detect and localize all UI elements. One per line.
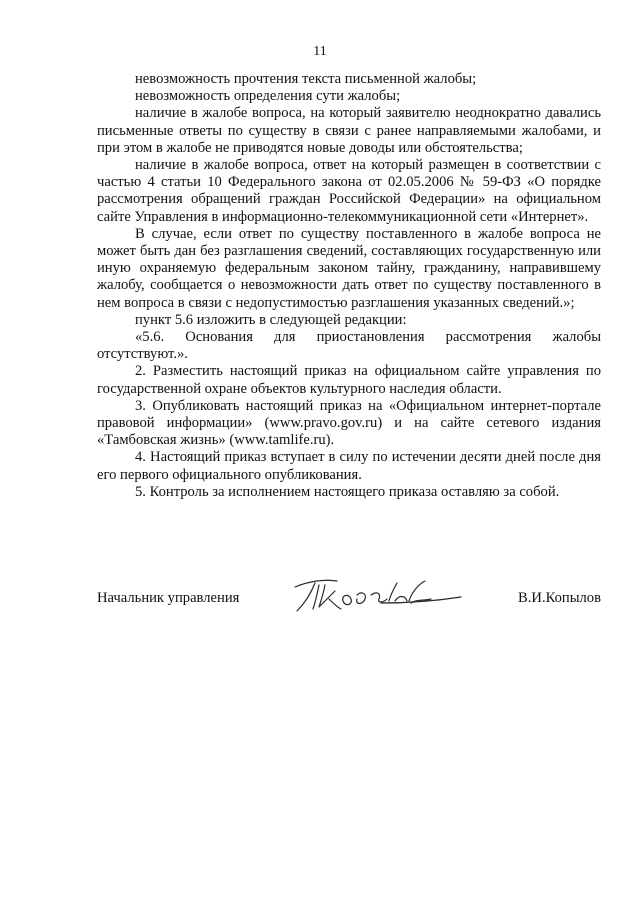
paragraph-4: наличие в жалобе вопроса, ответ на который размещен в соответствии с частью 4 статьи 10 Федерального закона от 02.05.2006 № 59-ФЗ «О порядке рассмотрения обращений граждан Российской Федерации» на официальном сайте Управления в информационно-телекоммуникационной сети «Интернет». xyxy=(97,157,601,225)
paragraph-3: наличие в жалобе вопроса, на который заявителю неоднократно давались письменные ответы по существу в связи с ранее направляемыми жалобами, и при этом в жалобе не приводятся новые доводы или обстоятельства; xyxy=(97,105,601,156)
paragraph-6: пункт 5.6 изложить в следующей редакции: xyxy=(135,311,407,328)
paragraph-10: 4. Настоящий приказ вступает в силу по истечении десяти дней после дня его первого официального опубликования. xyxy=(97,449,601,483)
paragraph-2: невозможность определения сути жалобы; xyxy=(135,88,401,105)
paragraph-11: 5. Контроль за исполнением настоящего приказа оставляю за собой. xyxy=(135,483,560,500)
document-body xyxy=(97,71,601,501)
paragraph-1: невозможность прочтения текста письменной жалобы; xyxy=(135,71,477,87)
signature-block xyxy=(97,573,601,623)
page-number: 11 xyxy=(313,44,327,59)
handwritten-signature xyxy=(285,573,465,619)
signatory-position: Начальник управления xyxy=(97,590,240,606)
paragraph-9: 3. Опубликовать настоящий приказ на «Официальном интернет-портале правовой информации» (www.pravo.gov.ru) и на сайте сетевого издания «Тамбовская жизнь» (www.tamlife.ru). xyxy=(97,397,601,449)
signatory-name: В.И.Копылов xyxy=(518,590,601,606)
signature-ink xyxy=(295,580,461,611)
paragraph-7: «5.6. Основания для приостановления рассмотрения жалобы отсутствуют.». xyxy=(97,329,601,363)
paragraph-5: В случае, если ответ по существу поставленного в жалобе вопроса не может быть дан без разглашения сведений, составляющих государственную или иную охраняемую федеральным законом тайну, гражданину, направившему жалобу, сообщается о невозможности дать ответ по существу поставленного в нем вопроса в связи с недопустимостью разглашения указанных сведений.»; xyxy=(97,225,601,311)
paragraph-8: 2. Разместить настоящий приказ на официальном сайте управления по государственной охране объектов культурного наследия области. xyxy=(97,363,601,397)
